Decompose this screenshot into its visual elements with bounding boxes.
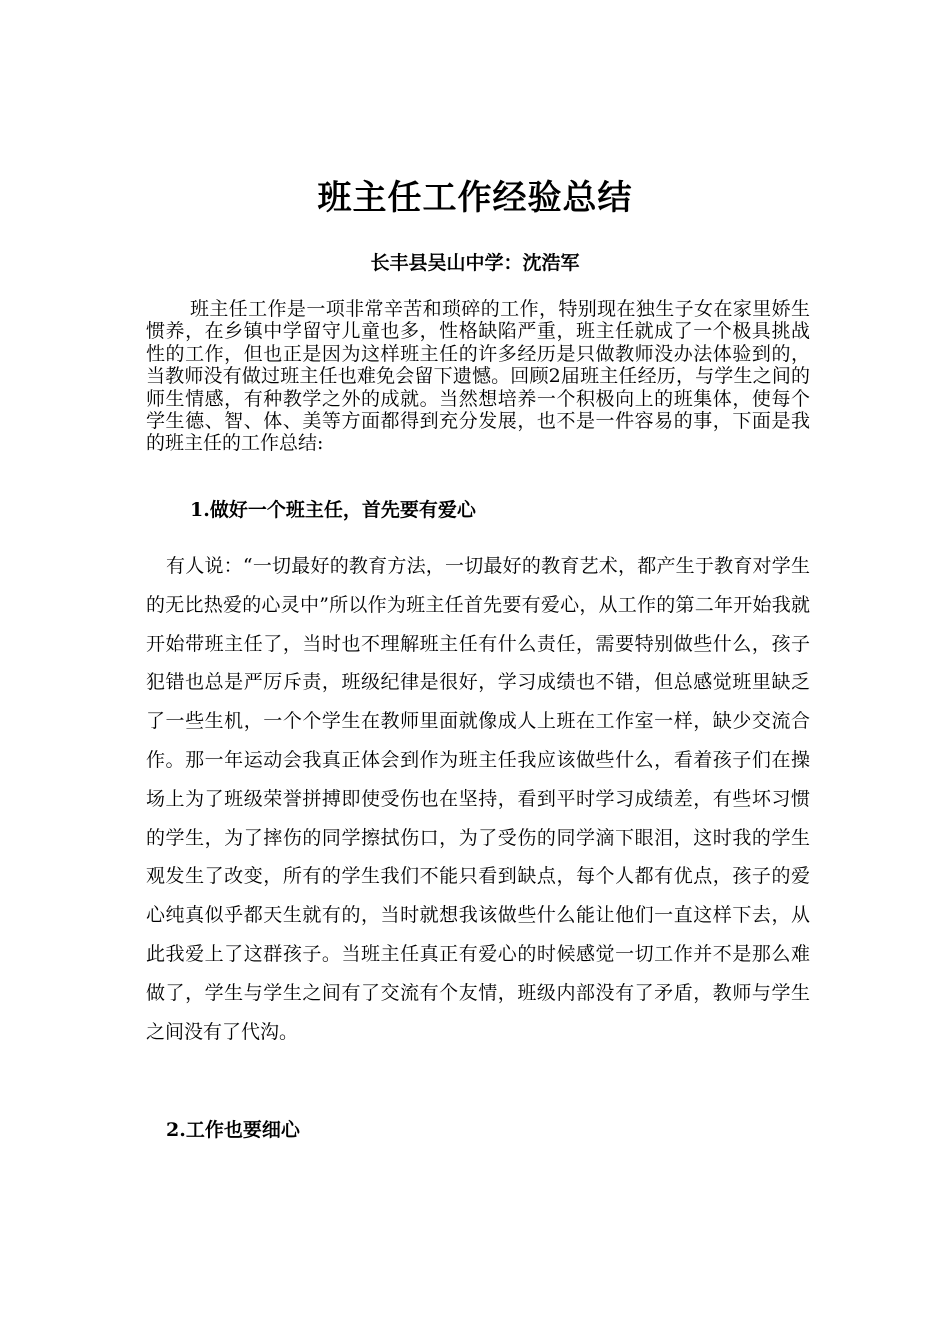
document-title: 班主任工作经验总结 [317,178,633,218]
section-heading-love: 1.做好一个班主任，首先要有爱心 [190,499,476,521]
author-line: 长丰县吴山中学：沈浩军 [370,252,580,274]
intro-paragraph: 班主任工作是一项非常辛苦和琐碎的工作，特别现在独生子女在家里娇生惯养，在乡镇中学留守儿童也多，性格缺陷严重，班主任就成了一个极具挑战性的工作，但也正是因为这样班主任的许多经历是只做教师没办法体验到的，当教师没有做过班主任也难免会留下遗憾。回顾2届班主任经历，与学生之间的师生情感，有种教学之外的成就。当然想培养一个积极向上的班集体，使每个学生德、智、体、美等方面都得到充分发展，也不是一件容易的事，下面是我的班主任的工作总结: [146,298,810,455]
section-body-love: 有人说：“一切最好的教育方法，一切最好的教育艺术，都产生于教育对学生的无比热爱的心灵中”所以作为班主任首先要有爱心，从工作的第二年开始我就开始带班主任了，当时也不理解班主任有什么责任，需要特别做些什么，孩子犯错也总是严厉斥责，班级纪律是很好，学习成绩也不错，但总感觉班里缺乏了一些生机，一个个学生在教师里面就像成人上班在工作室一样，缺少交流合作。那一年运动会我真正体会到作为班主任我应该做些什么，看着孩子们在操场上为了班级荣誉拼搏即使受伤也在坚持，看到平时学习成绩差，有些坏习惯的学生，为了摔伤的同学擦拭伤口，为了受伤的同学滴下眼泪，这时我的学生观发生了改变，所有的学生我们不能只看到缺点，每个人都有优点，孩子的爱心纯真似乎都天生就有的，当时就想我该做些什么能让他们一直这样下去，从此我爱上了这群孩子。当班主任真正有爱心的时候感觉一切工作并不是那么难做了，学生与学生之间有了交流有个友情，班级内部没有了矛盾，教师与学生之间没有了代沟。 [146,555,810,1043]
section-heading-careful: 2.工作也要细心 [166,1119,300,1141]
